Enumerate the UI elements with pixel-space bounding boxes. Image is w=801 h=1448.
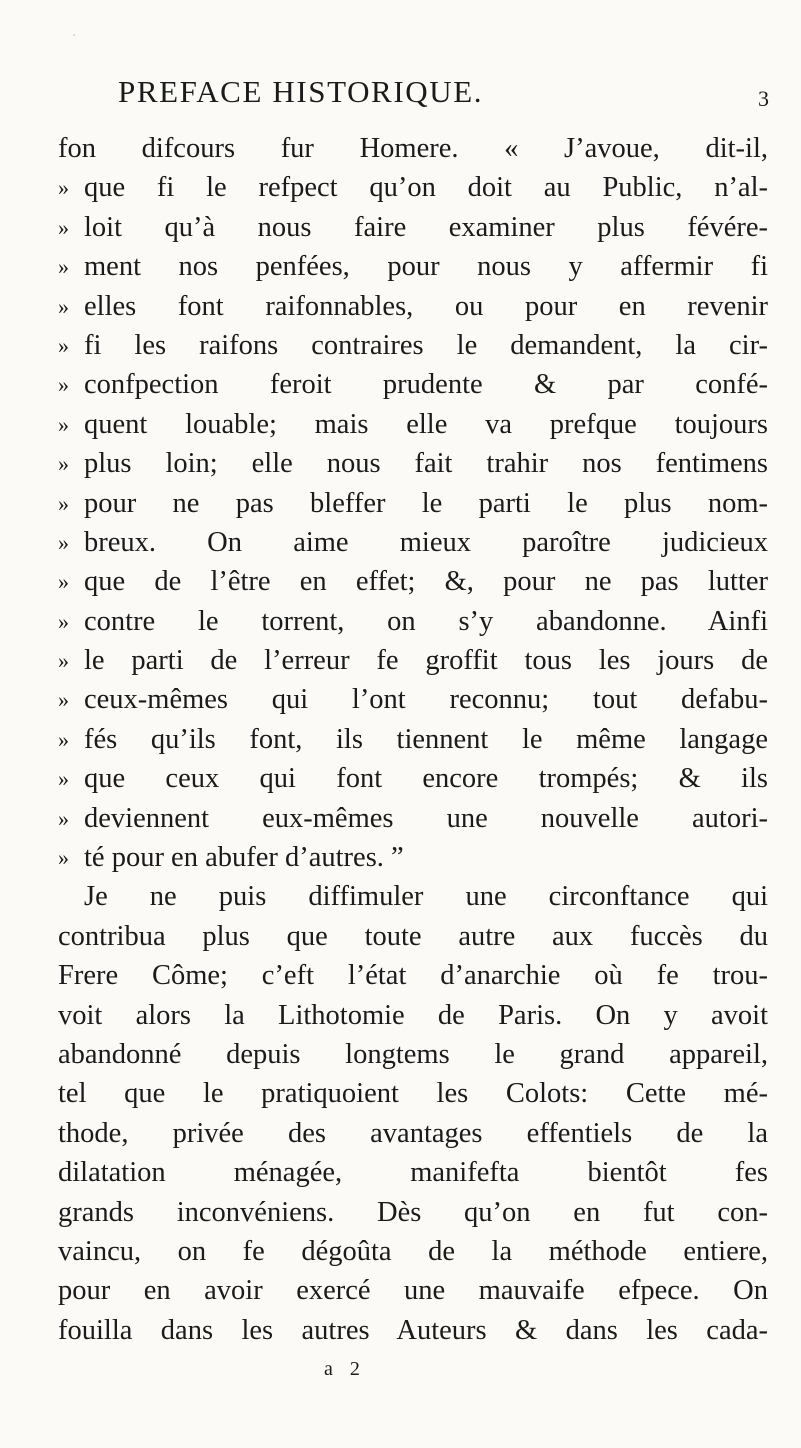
page-speck: · bbox=[72, 28, 77, 44]
text-line bbox=[58, 720, 768, 759]
line-text: thode, privée des avantages effentiels de la bbox=[58, 1117, 768, 1149]
text-line bbox=[58, 1074, 768, 1113]
quote-mark: » bbox=[58, 254, 69, 280]
text-line bbox=[58, 1114, 768, 1153]
line-text: Frere Côme; c’eft l’état d’anarchie où fe trou- bbox=[58, 960, 768, 992]
line-text: fés qu’ils font, ils tiennent le même langage bbox=[84, 723, 768, 755]
quote-mark: » bbox=[58, 608, 69, 634]
line-text: dilatation ménagée, manifefta bientôt fes bbox=[58, 1157, 768, 1189]
text-line bbox=[58, 208, 768, 247]
quote-mark: » bbox=[58, 726, 69, 752]
signature-mark: a 2 bbox=[324, 1358, 366, 1380]
text-line bbox=[58, 168, 768, 207]
line-text: confpection feroit prudente & par confé- bbox=[84, 369, 768, 401]
text-line bbox=[58, 996, 768, 1035]
text-line bbox=[58, 1035, 768, 1074]
quote-mark: » bbox=[58, 490, 69, 516]
line-text: breux. On aime mieux paroître judicieux bbox=[84, 526, 768, 558]
text-line bbox=[58, 405, 768, 444]
line-text: grands inconvéniens. Dès qu’on en fut con- bbox=[58, 1196, 768, 1228]
text-line bbox=[58, 641, 768, 680]
quote-mark: » bbox=[58, 648, 69, 674]
text-line bbox=[58, 484, 768, 523]
quote-mark: » bbox=[58, 529, 69, 555]
line-text: que de l’être en effet; &, pour ne pas lutter bbox=[84, 566, 768, 598]
line-text: contribua plus que toute autre aux fuccès du bbox=[58, 920, 768, 952]
line-text: que ceux qui font encore trompés; & ils bbox=[84, 763, 768, 795]
text-line bbox=[58, 444, 768, 483]
quote-mark: » bbox=[58, 411, 69, 437]
text-line bbox=[58, 877, 768, 916]
text-line bbox=[58, 680, 768, 719]
line-text: fon difcours fur Homere. « J’avoue, dit-il, bbox=[58, 133, 768, 164]
text-line bbox=[58, 287, 768, 326]
text-line bbox=[58, 562, 768, 601]
text-line bbox=[58, 759, 768, 798]
line-text: pour ne pas bleffer le parti le plus nom- bbox=[84, 487, 768, 519]
line-text: le parti de l’erreur fe groffit tous les jours de bbox=[84, 645, 768, 677]
body-text bbox=[58, 129, 768, 1350]
text-line bbox=[58, 523, 768, 562]
line-text: deviennent eux-mêmes une nouvelle autori- bbox=[84, 802, 768, 834]
line-text: quent louable; mais elle va prefque toujours bbox=[84, 408, 768, 440]
text-line bbox=[58, 326, 768, 365]
quote-mark: » bbox=[58, 766, 69, 792]
quote-mark: » bbox=[58, 214, 69, 240]
quote-mark: » bbox=[58, 805, 69, 831]
line-text: que fi le refpect qu’on doit au Public, n’al- bbox=[84, 172, 768, 204]
line-text: plus loin; elle nous fait trahir nos fentimens bbox=[84, 448, 768, 480]
quote-mark: » bbox=[58, 332, 69, 358]
line-text: ceux-mêmes qui l’ont reconnu; tout defabu- bbox=[84, 684, 768, 716]
text-line bbox=[58, 956, 768, 995]
text-line bbox=[58, 1271, 768, 1310]
line-text: contre le torrent, on s’y abandonne. Ainfi bbox=[84, 605, 768, 637]
text-line bbox=[58, 129, 768, 168]
running-head bbox=[0, 74, 801, 114]
page-number: 3 bbox=[758, 86, 769, 111]
line-text: loit qu’à nous faire examiner plus févére- bbox=[84, 211, 768, 243]
line-text: fouilla dans les autres Auteurs & dans les cada- bbox=[58, 1314, 768, 1346]
text-line bbox=[58, 602, 768, 641]
line-text: elles font raifonnables, ou pour en revenir bbox=[84, 290, 768, 322]
quote-mark: » bbox=[58, 372, 69, 398]
quote-mark: » bbox=[58, 175, 69, 201]
line-text: voit alors la Lithotomie de Paris. On y avoit bbox=[58, 999, 768, 1031]
text-line bbox=[58, 365, 768, 404]
line-text: vaincu, on fe dégoûta de la méthode entiere, bbox=[58, 1235, 768, 1267]
text-line bbox=[58, 247, 768, 286]
text-line bbox=[58, 838, 768, 877]
text-line bbox=[58, 1153, 768, 1192]
text-line bbox=[58, 1311, 768, 1350]
line-text: ment nos penfées, pour nous y affermir fi bbox=[84, 251, 768, 283]
text-line bbox=[58, 799, 768, 838]
line-text: té pour en abufer d’autres. ” bbox=[84, 842, 404, 874]
quote-mark: » bbox=[58, 293, 69, 319]
text-line bbox=[58, 1193, 768, 1232]
quote-mark: » bbox=[58, 845, 69, 871]
text-line bbox=[58, 917, 768, 956]
line-text: Je ne puis diffimuler une circonftance qui bbox=[84, 881, 768, 913]
quote-mark: » bbox=[58, 451, 69, 477]
line-text: tel que le pratiquoient les Colots: Cette mé- bbox=[58, 1078, 768, 1110]
quote-mark: » bbox=[58, 569, 69, 595]
text-line bbox=[58, 1232, 768, 1271]
line-text: pour en avoir exercé une mauvaife efpece. On bbox=[58, 1275, 768, 1307]
line-text: fi les raifons contraires le demandent, la cir- bbox=[84, 329, 768, 361]
quote-mark: » bbox=[58, 687, 69, 713]
running-title: PREFACE HISTORIQUE. bbox=[118, 74, 484, 109]
line-text: abandonné depuis longtems le grand appareil, bbox=[58, 1038, 768, 1070]
